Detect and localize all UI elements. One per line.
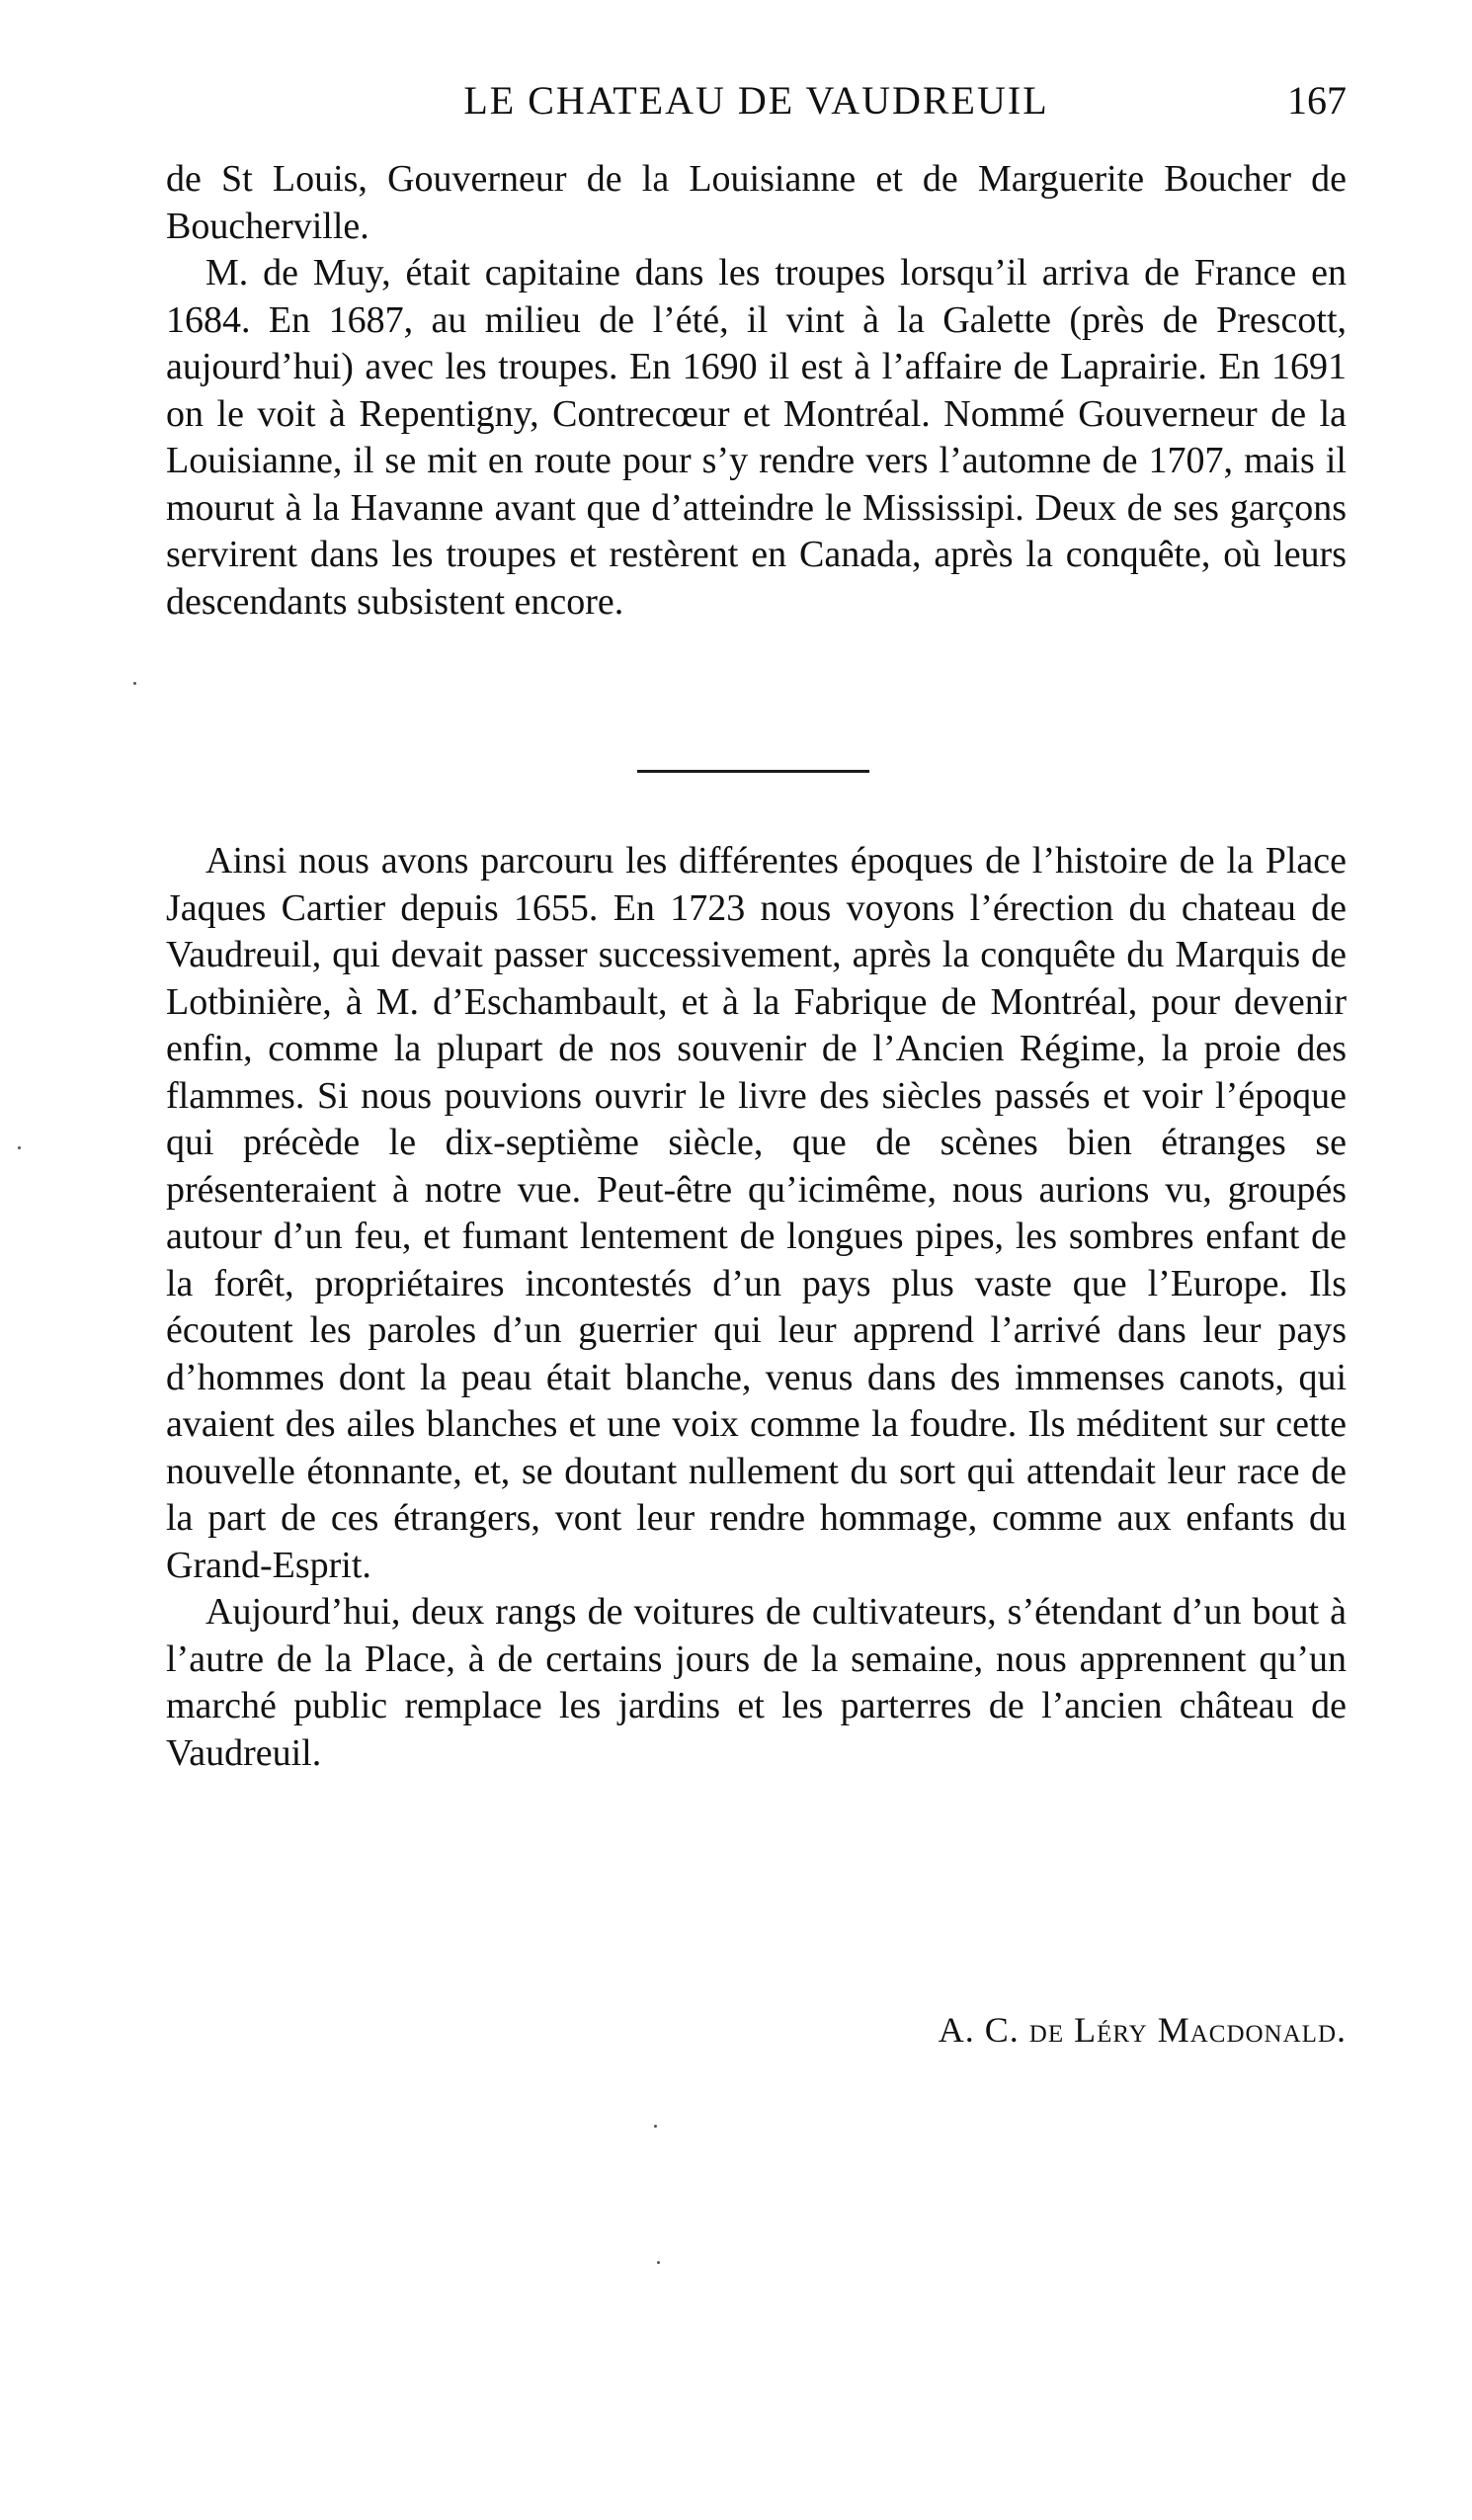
page-number: 167 (1287, 78, 1347, 123)
text-section-before-divider (166, 156, 1347, 626)
paragraph-aujourdhui: Aujourd’hui, deux rangs de voitures de cultivateurs, s’étendant d’un bout à l’autre de la Place, à de certains jours de la semaine, nous apprennent qu’un marché public remplace les jardins et les parterres de l’ancien château de Vaudreuil. (166, 1591, 1347, 1774)
text-section-after-divider (166, 838, 1347, 1777)
paragraph-de-muy: M. de Muy, était capitaine dans les troupes lorsqu’il arriva de France en 1684. En 1687, au milieu de l’été, il vint à la Galette (près de Prescott, aujourd’hui) avec les troupes. En 1690 il est à l’affaire de Laprairie. En 1691 on le voit à Repentigny, Contrecœur et Montréal. Nommé Gouverneur de la Louisianne, il se mit en route pour s’y rendre vers l’automne de 1707, mais il mourut à la Havanne avant que d’atteindre le Mississipi. Deux de ses garçons servirent dans les troupes et restèrent en Canada, après la conquête, où leurs descendants subsistent encore. (166, 252, 1347, 623)
print-speck (657, 2261, 660, 2264)
running-title: LE CHATEAU DE VAUDREUIL (463, 78, 1049, 123)
print-speck (654, 2125, 657, 2128)
print-speck (133, 682, 136, 685)
running-header (166, 77, 1347, 136)
section-divider (637, 770, 869, 773)
paragraph-continuation: de St Louis, Gouverneur de la Louisianne et de Marguerite Boucher de Boucherville. (166, 158, 1347, 247)
print-speck (18, 1146, 21, 1149)
paragraph-ainsi: Ainsi nous avons parcouru les différentes époques de l’histoire de la Place Jaques Cartier depuis 1655. En 1723 nous voyons l’érection du chateau de Vaudreuil, qui devait passer successivement, après la conquête du Marquis de Lotbinière, à M. d’Eschambault, et à la Fabrique de Montréal, pour devenir enfin, comme la plupart de nos souvenir de l’Ancien Régime, la proie des flammes. Si nous pouvions ouvrir le livre des siècles passés et voir l’époque qui précède le dix-septième siècle, que de scènes bien étranges se présenteraient à notre vue. Peut-être qu’icimême, nous aurions vu, groupés autour d’un feu, et fumant lentement de longues pipes, les sombres enfant de la forêt, propriétaires incontestés d’un pays plus vaste que l’Europe. Ils écoutent les paroles d’un guerrier qui leur apprend l’arrivé dans leur pays d’hommes dont la peau était blanche, venus dans des immenses canots, qui avaient des ailes blanches et une voix comme la foudre. Ils méditent sur cette nouvelle étonnante, et, se doutant nullement du sort qui attendait leur race de la part de ces étrangers, vont leur rendre hommage, comme aux enfants du Grand-Esprit. (166, 840, 1347, 1586)
author-signature: A. C. de Léry Macdonald. (938, 2010, 1347, 2050)
